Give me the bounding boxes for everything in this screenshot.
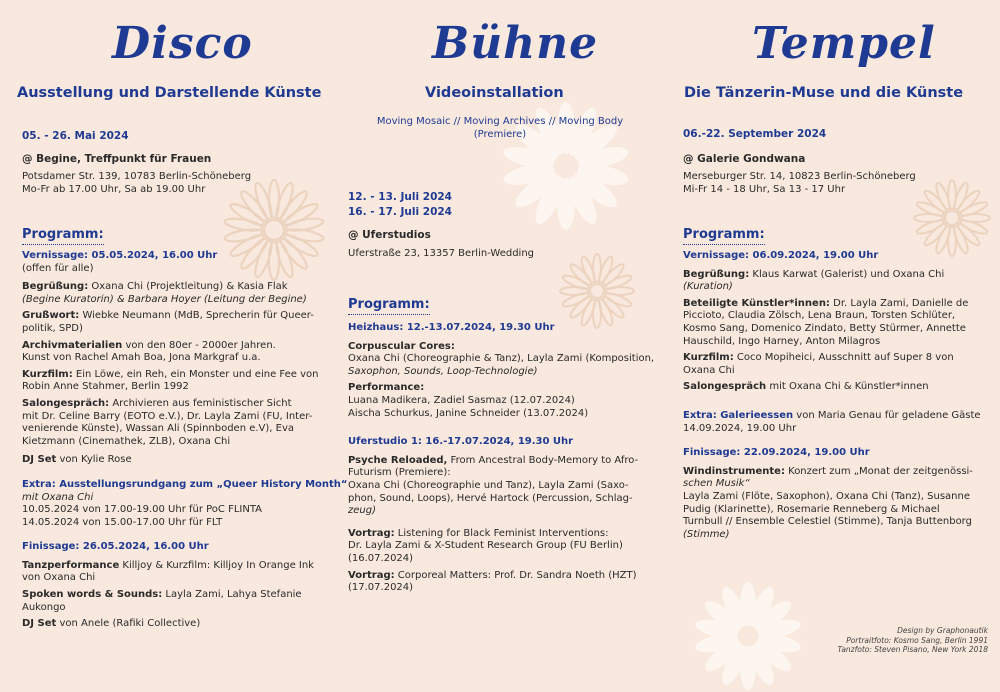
disco-djset: DJ Set von Kylie Rose (22, 454, 132, 466)
disco-begruessung: Begrüßung: Oxana Chi (Projektleitung) & Kasia Flak (22, 281, 288, 293)
tempel-title: Tempel (752, 18, 936, 69)
buehne-heizhaus: Heizhaus: 12.-13.07.2024, 19.30 Uhr (348, 322, 555, 333)
buehne-title: Bühne (432, 18, 599, 69)
flower-decoration-right-top (912, 178, 992, 258)
buehne-uferstudio: Uferstudio 1: 16.-17.07.2024, 19.30 Uhr (348, 436, 574, 448)
buehne-programm-heading: Programm: (348, 297, 430, 315)
buehne-performance: Performance: (348, 382, 425, 394)
buehne-vortrag-2: Vortrag: Corporeal Matters: Prof. Dr. Sandra Noeth (HZT) (348, 569, 637, 581)
tempel-kuenstler: Beteiligte Künstler*innen: Dr. Layla Zami, Danielle de (683, 297, 969, 309)
buehne-subtitle: Videoinstallation (425, 85, 564, 101)
disco-venue: @ Begine, Treffpunkt für Frauen (22, 153, 212, 165)
disco-djset-2: DJ Set von Anele (Rafiki Collective) (22, 618, 201, 630)
disco-finissage: Finissage: 26.05.2024, 16.00 Uhr (22, 541, 209, 553)
tempel-kurzfilm: Kurzfilm: Coco Mopiheici, Ausschnitt auf Super 8 von (683, 352, 954, 364)
disco-subtitle: Ausstellung und Darstellende Künste (17, 85, 322, 101)
tempel-vernissage: Vernissage: 06.09.2024, 19.00 Uhr (683, 250, 879, 261)
buehne-psyche: Psyche Reloaded, From Ancestral Body-Memory to Afro- (348, 454, 639, 466)
tempel-address: Merseburger Str. 14, 10823 Berlin-Schöneberg Mi-Fr 14 - 18 Uhr, Sa 13 - 17 Uhr (683, 171, 916, 195)
tempel-programm-heading: Programm: (683, 227, 765, 245)
tempel-wind: Windinstrumente: Konzert zum „Monat der zeitgenössi- (683, 465, 973, 477)
disco-date: 05. - 26. Mai 2024 (22, 130, 129, 142)
disco-vernissage: Vernissage: 05.05.2024, 16.00 Uhr (22, 250, 218, 261)
tempel-finissage: Finissage: 22.09.2024, 19.00 Uhr (683, 447, 870, 459)
disco-extra: Extra: Ausstellungsrundgang zum „Queer History Month“ (22, 478, 348, 490)
buehne-dates: 12. - 13. Juli 2024 16. - 17. Juli 2024 (348, 191, 452, 218)
disco-kurzfilm: Kurzfilm: Ein Löwe, ein Reh, ein Monster und eine Fee von (22, 368, 319, 380)
buehne-programm: Heizhaus: 12.-13.07.2024, 19.30 Uhr Corpuscular Cores: Oxana Chi (Choreographie & Tanz), Layla Zami (Komposition, Saxophon, Sounds, Loop-Technologie) Performance: Luana Madikera, Zadiel Sasmaz (12.07.2024) Aischa Schurkus, Janine Schneider (13.07.2024) Uferstudio 1: 16.-17.07.2024, 19.30 Uhr Psyche Reloaded, From Ancestral Body-Memory to Afro- Futurism (Premiere): Oxana Chi (Choreographie und Tanz), Layla Zami (Saxo- phon, Sound, Loops), Hervé Hartock (Percussion, Schlag- zeug) Vortrag: Listening for Black Feminist Interventions: Dr. Layla Zami & X-Student Research Group (FU Berlin) (16.07.2024) Vortrag: Corporeal Matters: Prof. Dr. Sandra Noeth (HZT) (17.07.2024) (348, 322, 658, 595)
tempel-date: 06.-22. September 2024 (683, 128, 827, 140)
tempel-programm: Vernissage: 06.09.2024, 19.00 Uhr Begrüßung: Klaus Karwat (Galerist) und Oxana Chi (Kuration) Beteiligte Künstler*innen: Dr. Layla Zami, Danielle de Piccioto, Claudia Zölsch, Lena Braun, Torsten Schlüter, Kosmo Sang, Domenico Zindato, Betty Stürmer, Annette Hauschild, Ingo Harney, Anton Milagros Kurzfilm: Coco Mopiheici, Ausschnitt auf Super 8 von Oxana Chi Salongespräch mit Oxana Chi & Künstler*innen Extra: Galerieessen von Maria Genau für geladene Gäste 14.09.2024, 19.00 Uhr Finissage: 22.09.2024, 19.00 Uhr Windinstrumente: Konzert zum „Monat der zeitgenössi- schen Musik“ Layla Zami (Flöte, Saxophon), Oxana Chi (Tanz), Susanne Pudig (Klarinette), Rosemarie Renneberg & Michael Turnbull // Ensemble Celestiel (Stimme), Tanja Buttenborg (Stimme) (683, 250, 993, 541)
buehne-venue: @ Uferstudios (348, 229, 431, 241)
disco-programm-heading: Programm: (22, 227, 104, 245)
buehne-cores: Corpuscular Cores: (348, 340, 455, 352)
flower-decoration-right-bottom (692, 580, 804, 692)
tempel-venue: @ Galerie Gondwana (683, 153, 806, 165)
credits: Design by Graphonautik Portraitfoto: Kosmo Sang, Berlin 1991 Tanzfoto: Steven Pisano, New York 2018 (837, 626, 988, 654)
buehne-address: Uferstraße 23, 13357 Berlin-Wedding (348, 248, 535, 259)
disco-programm: Vernissage: 05.05.2024, 16.00 Uhr (offen für alle) Begrüßung: Oxana Chi (Projektleitung) & Kasia Flak (Begine Kuratorin) & Barbara Hoyer (Leitung der Begine) Grußwort: Wiebke Neumann (MdB, Sprecherin für Queer- politik, SPD) Archivmaterialien von den 80er - 2000er Jahren. Kunst von Rachel Amah Boa, Jona Markgraf u.a. Kurzfilm: Ein Löwe, ein Reh, ein Monster und eine Fee von Robin Anne Stahmer, Berlin 1992 Salongespräch: Archivieren aus feministischer Sicht mit Dr. Celine Barry (EOTO e.V.), Dr. Layla Zami (FU, Inter- venierende Künste), Wassan Ali (Spinnboden e.V), Eva Kietzmann (Cinemathek, ZLB), Oxana Chi DJ Set von Kylie Rose Extra: Ausstellungsrundgang zum „Queer History Month“ mit Oxana Chi 10.05.2024 von 17.00-19.00 Uhr für PoC FLINTA 14.05.2024 von 15.00-17.00 Uhr für FLT Finissage: 26.05.2024, 16.00 Uhr Tanzperformance Killjoy & Kurzfilm: Killjoy In Orange Ink von Oxana Chi Spoken words & Sounds: Layla Zami, Lahya Stefanie Aukongo DJ Set von Anele (Rafiki Collective) (22, 250, 348, 630)
disco-tanz: Tanzperformance Killjoy & Kurzfilm: Killjoy In Orange Ink (22, 559, 314, 571)
disco-archiv: Archivmaterialien von den 80er - 2000er Jahren. (22, 339, 276, 351)
disco-grusswort: Grußwort: Wiebke Neumann (MdB, Sprecherin für Queer- (22, 310, 314, 322)
tempel-extra: Extra: Galerieessen von Maria Genau für geladene Gäste (683, 409, 981, 421)
disco-salon: Salongespräch: Archivieren aus feministischer Sicht (22, 397, 292, 409)
flower-decoration-center (558, 252, 636, 330)
disco-address: Potsdamer Str. 139, 10783 Berlin-Schöneberg Mo-Fr ab 17.00 Uhr, Sa ab 19.00 Uhr (22, 171, 252, 195)
tempel-subtitle: Die Tänzerin-Muse und die Künste (684, 85, 964, 101)
buehne-vortrag-1: Vortrag: Listening for Black Feminist Interventions: (348, 527, 609, 539)
tempel-salon: Salongespräch mit Oxana Chi & Künstler*innen (683, 381, 929, 393)
disco-spoken: Spoken words & Sounds: Layla Zami, Lahya Stefanie (22, 589, 302, 601)
buehne-tagline: Moving Mosaic // Moving Archives // Moving Body (Premiere) (376, 116, 624, 140)
disco-title: Disco (112, 18, 253, 69)
tempel-begruessung: Begrüßung: Klaus Karwat (Galerist) und Oxana Chi (683, 268, 945, 280)
